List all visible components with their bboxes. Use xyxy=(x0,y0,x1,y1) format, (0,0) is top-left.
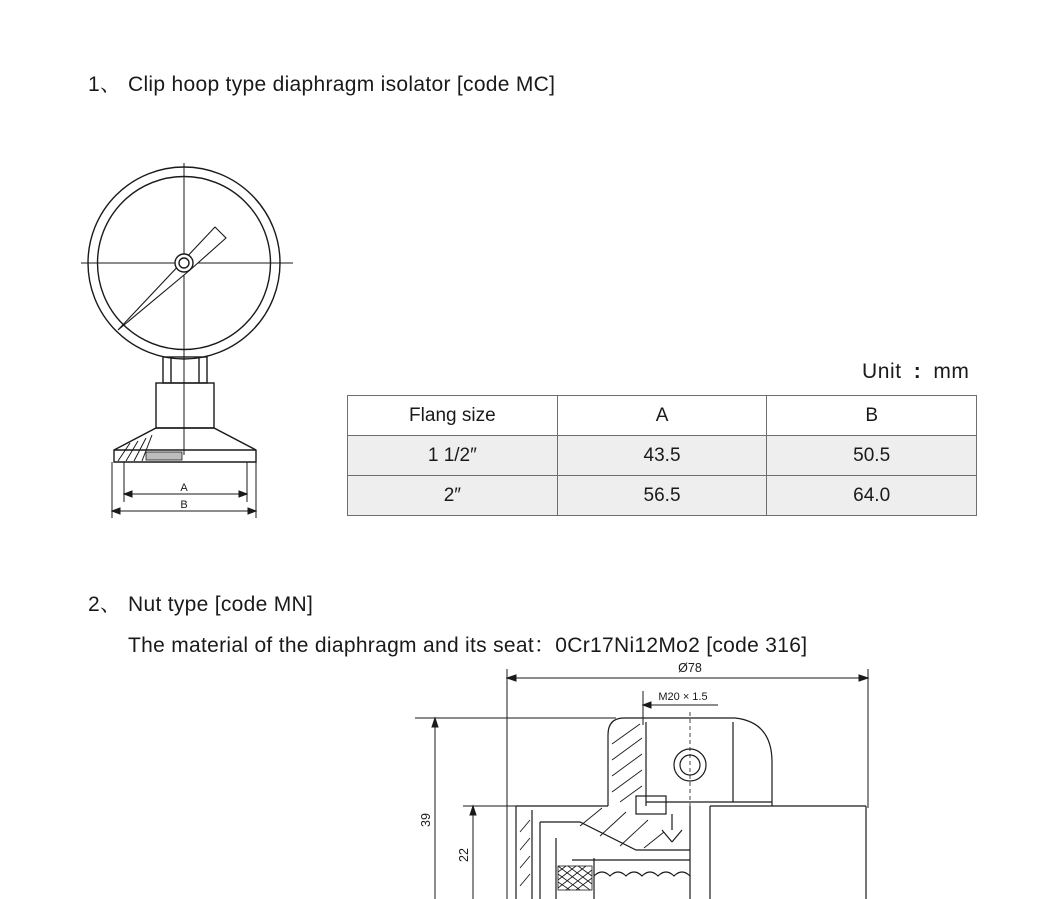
table-header-flange-size: Flang size xyxy=(348,396,558,436)
table-header-a: A xyxy=(557,396,767,436)
dim-label-height-inner: 22 xyxy=(457,848,471,862)
table-cell: 56.5 xyxy=(557,476,767,516)
section-2-number: 2、 xyxy=(88,593,122,616)
table-cell: 64.0 xyxy=(767,476,977,516)
section-1-title: Clip hoop type diaphragm isolator [code MC] xyxy=(128,73,556,96)
dim-label-height-total: 39 xyxy=(419,813,433,827)
dim-label-a: A xyxy=(180,482,188,494)
section-1-number: 1、 xyxy=(88,73,122,96)
section-2-material: The material of the diaphragm and its seat：0Cr17Ni12Mo2 [code 316] xyxy=(128,634,808,657)
unit-value: mm xyxy=(933,360,970,383)
unit-text: Unit xyxy=(862,360,902,383)
dim-label-thread: M20 × 1.5 xyxy=(658,691,708,703)
section-2-title: Nut type [code MN] xyxy=(128,593,314,616)
table-header-b: B xyxy=(767,396,977,436)
table-cell: 50.5 xyxy=(767,436,977,476)
table-cell: 43.5 xyxy=(557,436,767,476)
table-cell: 2″ xyxy=(348,476,558,516)
table-cell: 1 1/2″ xyxy=(348,436,558,476)
unit-colon: : xyxy=(913,360,922,383)
dim-label-diameter: Ø78 xyxy=(678,661,702,675)
dim-label-b: B xyxy=(180,499,188,511)
